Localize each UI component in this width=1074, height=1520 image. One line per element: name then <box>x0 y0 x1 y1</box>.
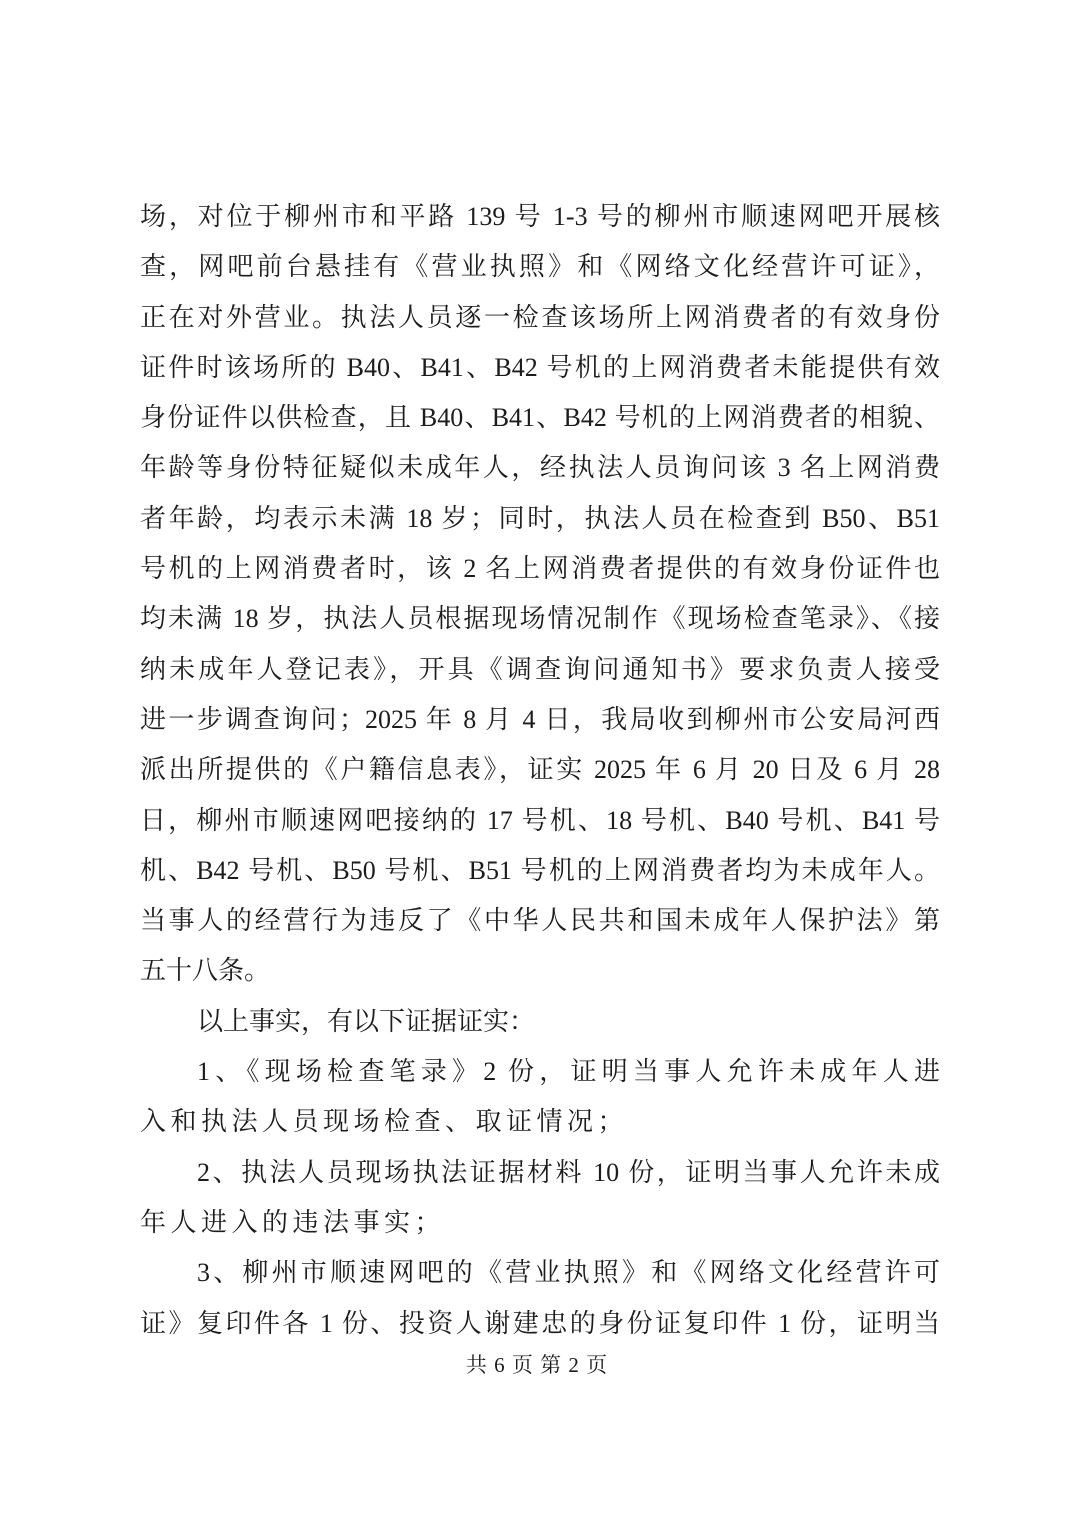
text-line: 1、《现场检查笔录》2 份，证明当事人允许未成年人进 <box>197 1057 940 1087</box>
text-line: 日，柳州市顺速网吧接纳的 17 号机、18 号机、B40 号机、B41 号 <box>140 805 940 835</box>
text-line: 证件时该场所的 B40、B41、B42 号机的上网消费者未能提供有效 <box>140 352 940 382</box>
text-line: 当事人的经营行为违反了《中华人民共和国未成年人保护法》第 <box>140 906 940 936</box>
text-line: 身份证件以供检查，且 B40、B41、B42 号机的上网消费者的相貌、 <box>140 403 940 433</box>
text-line: 号机的上网消费者时，该 2 名上网消费者提供的有效身份证件也 <box>140 554 940 584</box>
page-footer: 共 6 页 第 2 页 <box>465 1353 609 1377</box>
text-line: 年龄等身份特征疑似未成年人，经执法人员询问该 3 名上网消费 <box>140 453 940 483</box>
text-line: 派出所提供的《户籍信息表》，证实 2025 年 6 月 20 日及 6 月 28 <box>140 755 940 785</box>
text-line: 纳未成年人登记表》，开具《调查询问通知书》要求负责人接受 <box>140 654 940 684</box>
text-block <box>140 192 940 1349</box>
text-line: 者年龄，均表示未满 18 岁；同时，执法人员在检查到 B50、B51 <box>140 503 940 533</box>
text-line: 年人进入的违法事实； <box>140 1207 446 1237</box>
text-line: 3、柳州市顺速网吧的《营业执照》和《网络文化经营许可 <box>197 1258 940 1288</box>
text-line: 五十八条。 <box>140 956 271 986</box>
text-line: 入和执法人员现场检查、取证情况； <box>140 1107 629 1137</box>
text-line: 正在对外营业。执法人员逐一检查该场所上网消费者的有效身份 <box>140 302 940 332</box>
text-line: 查，网吧前台悬挂有《营业执照》和《网络文化经营许可证》， <box>140 252 940 282</box>
text-line: 以上事实，有以下证据证实： <box>197 1006 536 1036</box>
text-line: 机、B42 号机、B50 号机、B51 号机的上网消费者均为未成年人。 <box>140 855 940 885</box>
text-line: 进一步调查询问；2025 年 8 月 4 日，我局收到柳州市公安局河西 <box>140 704 940 734</box>
text-line: 场，对位于柳州市和平路 139 号 1-3 号的柳州市顺速网吧开展核 <box>140 202 940 231</box>
text-line: 2、执法人员现场执法证据材料 10 份，证明当事人允许未成 <box>197 1157 940 1187</box>
text-line: 证》复印件各 1 份、投资人谢建忠的身份证复印件 1 份，证明当 <box>140 1308 940 1338</box>
text-line: 均未满 18 岁，执法人员根据现场情况制作《现场检查笔录》、《接 <box>140 604 940 634</box>
